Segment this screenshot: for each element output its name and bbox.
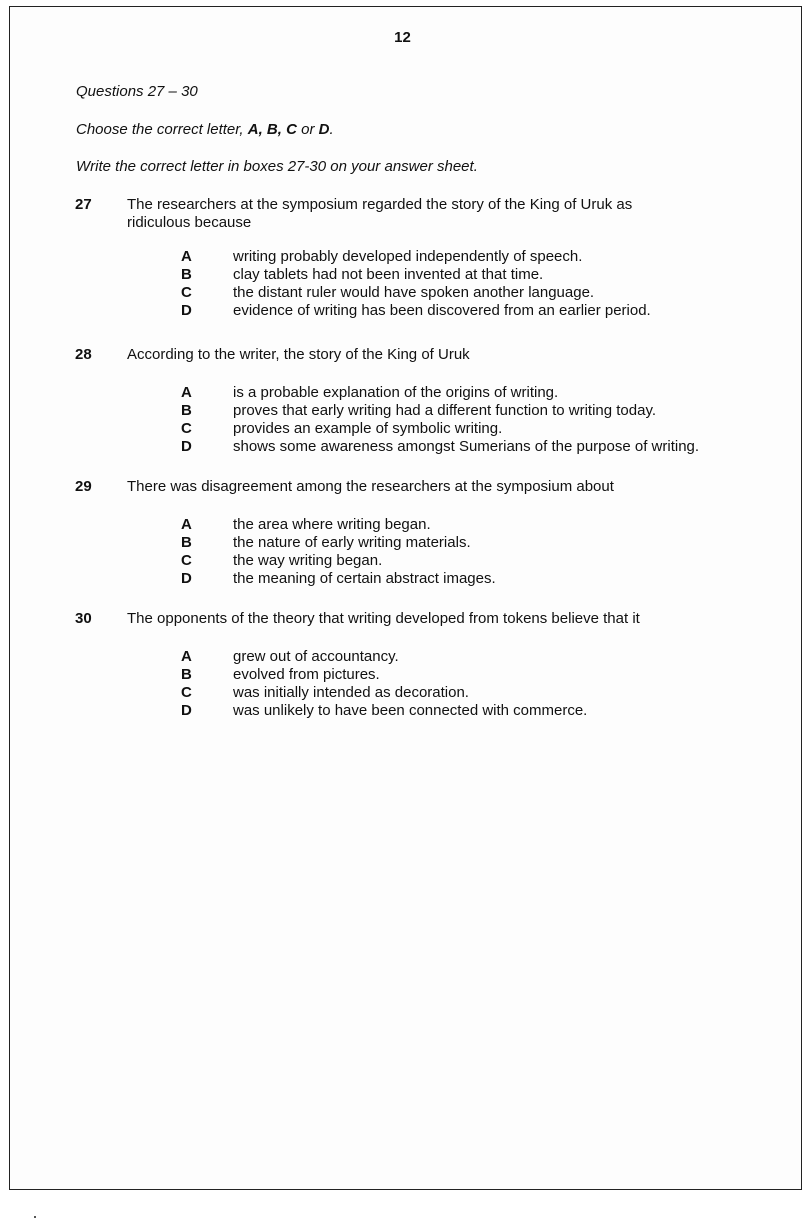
option-text: evidence of writing has been discovered from an earlier period. [233, 302, 651, 319]
option-text: provides an example of symbolic writing. [233, 420, 503, 437]
option-letter: D [181, 570, 192, 587]
question-number: 29 [75, 478, 92, 495]
option-c[interactable] [75, 420, 775, 438]
question-number: 28 [75, 346, 92, 363]
option-a[interactable] [75, 648, 775, 666]
scan-speck [34, 1216, 36, 1218]
option-letter: D [181, 702, 192, 719]
questions-heading: Questions 27 – 30 [76, 83, 198, 100]
option-letter: B [181, 266, 192, 283]
option-text: clay tablets had not been invented at that time. [233, 266, 544, 283]
option-text: writing probably developed independently of speech. [233, 248, 583, 265]
option-list [75, 248, 775, 320]
question-number: 30 [75, 610, 92, 627]
option-list [75, 384, 775, 456]
option-list [75, 648, 775, 720]
option-text: proves that early writing had a different function to writing today. [233, 402, 657, 419]
option-letter: C [181, 684, 192, 701]
option-letter: C [181, 284, 192, 301]
option-letter: A [181, 248, 192, 265]
page-frame [9, 6, 802, 1190]
option-list [75, 516, 775, 588]
option-a[interactable] [75, 516, 775, 534]
option-letter: B [181, 534, 192, 551]
option-b[interactable] [75, 402, 775, 420]
write-instruction: Write the correct letter in boxes 27-30 on your answer sheet. [76, 158, 478, 175]
question-27 [75, 196, 775, 320]
option-letter: D [181, 438, 192, 455]
option-text: is a probable explanation of the origins of writing. [233, 384, 559, 401]
option-d[interactable] [75, 570, 775, 588]
question-stem: The researchers at the symposium regarded the story of the King of Uruk as ridiculous because [127, 196, 633, 231]
option-a[interactable] [75, 248, 775, 266]
option-b[interactable] [75, 266, 775, 284]
question-stem: According to the writer, the story of the King of Uruk [127, 346, 470, 363]
option-d[interactable] [75, 438, 775, 456]
question-stem: There was disagreement among the researchers at the symposium about [127, 478, 614, 495]
question-30 [75, 610, 775, 720]
option-c[interactable] [75, 552, 775, 570]
option-letter: C [181, 552, 192, 569]
question-number: 27 [75, 196, 92, 213]
option-letter: B [181, 666, 192, 683]
option-letter: A [181, 384, 192, 401]
option-a[interactable] [75, 384, 775, 402]
option-b[interactable] [75, 666, 775, 684]
option-letter: B [181, 402, 192, 419]
option-letter: D [181, 302, 192, 319]
question-stem: The opponents of the theory that writing developed from tokens believe that it [127, 610, 640, 627]
option-text: was initially intended as decoration. [233, 684, 469, 701]
option-b[interactable] [75, 534, 775, 552]
option-d[interactable] [75, 702, 775, 720]
option-letter: C [181, 420, 192, 437]
option-letter: A [181, 516, 192, 533]
option-text: the distant ruler would have spoken another language. [233, 284, 595, 301]
option-c[interactable] [75, 284, 775, 302]
option-text: grew out of accountancy. [233, 648, 399, 665]
option-d[interactable] [75, 302, 775, 320]
option-text: the meaning of certain abstract images. [233, 570, 496, 587]
page-number: 12 [394, 29, 411, 46]
question-29 [75, 478, 775, 588]
option-text: shows some awareness amongst Sumerians of the purpose of writing. [233, 438, 700, 455]
option-letter: A [181, 648, 192, 665]
question-28 [75, 346, 775, 456]
option-text: was unlikely to have been connected with commerce. [233, 702, 588, 719]
option-text: the way writing began. [233, 552, 383, 569]
option-text: the nature of early writing materials. [233, 534, 471, 551]
option-text: evolved from pictures. [233, 666, 380, 683]
option-text: the area where writing began. [233, 516, 431, 533]
choose-instruction: Choose the correct letter, A, B, C or D. [76, 121, 334, 138]
option-c[interactable] [75, 684, 775, 702]
